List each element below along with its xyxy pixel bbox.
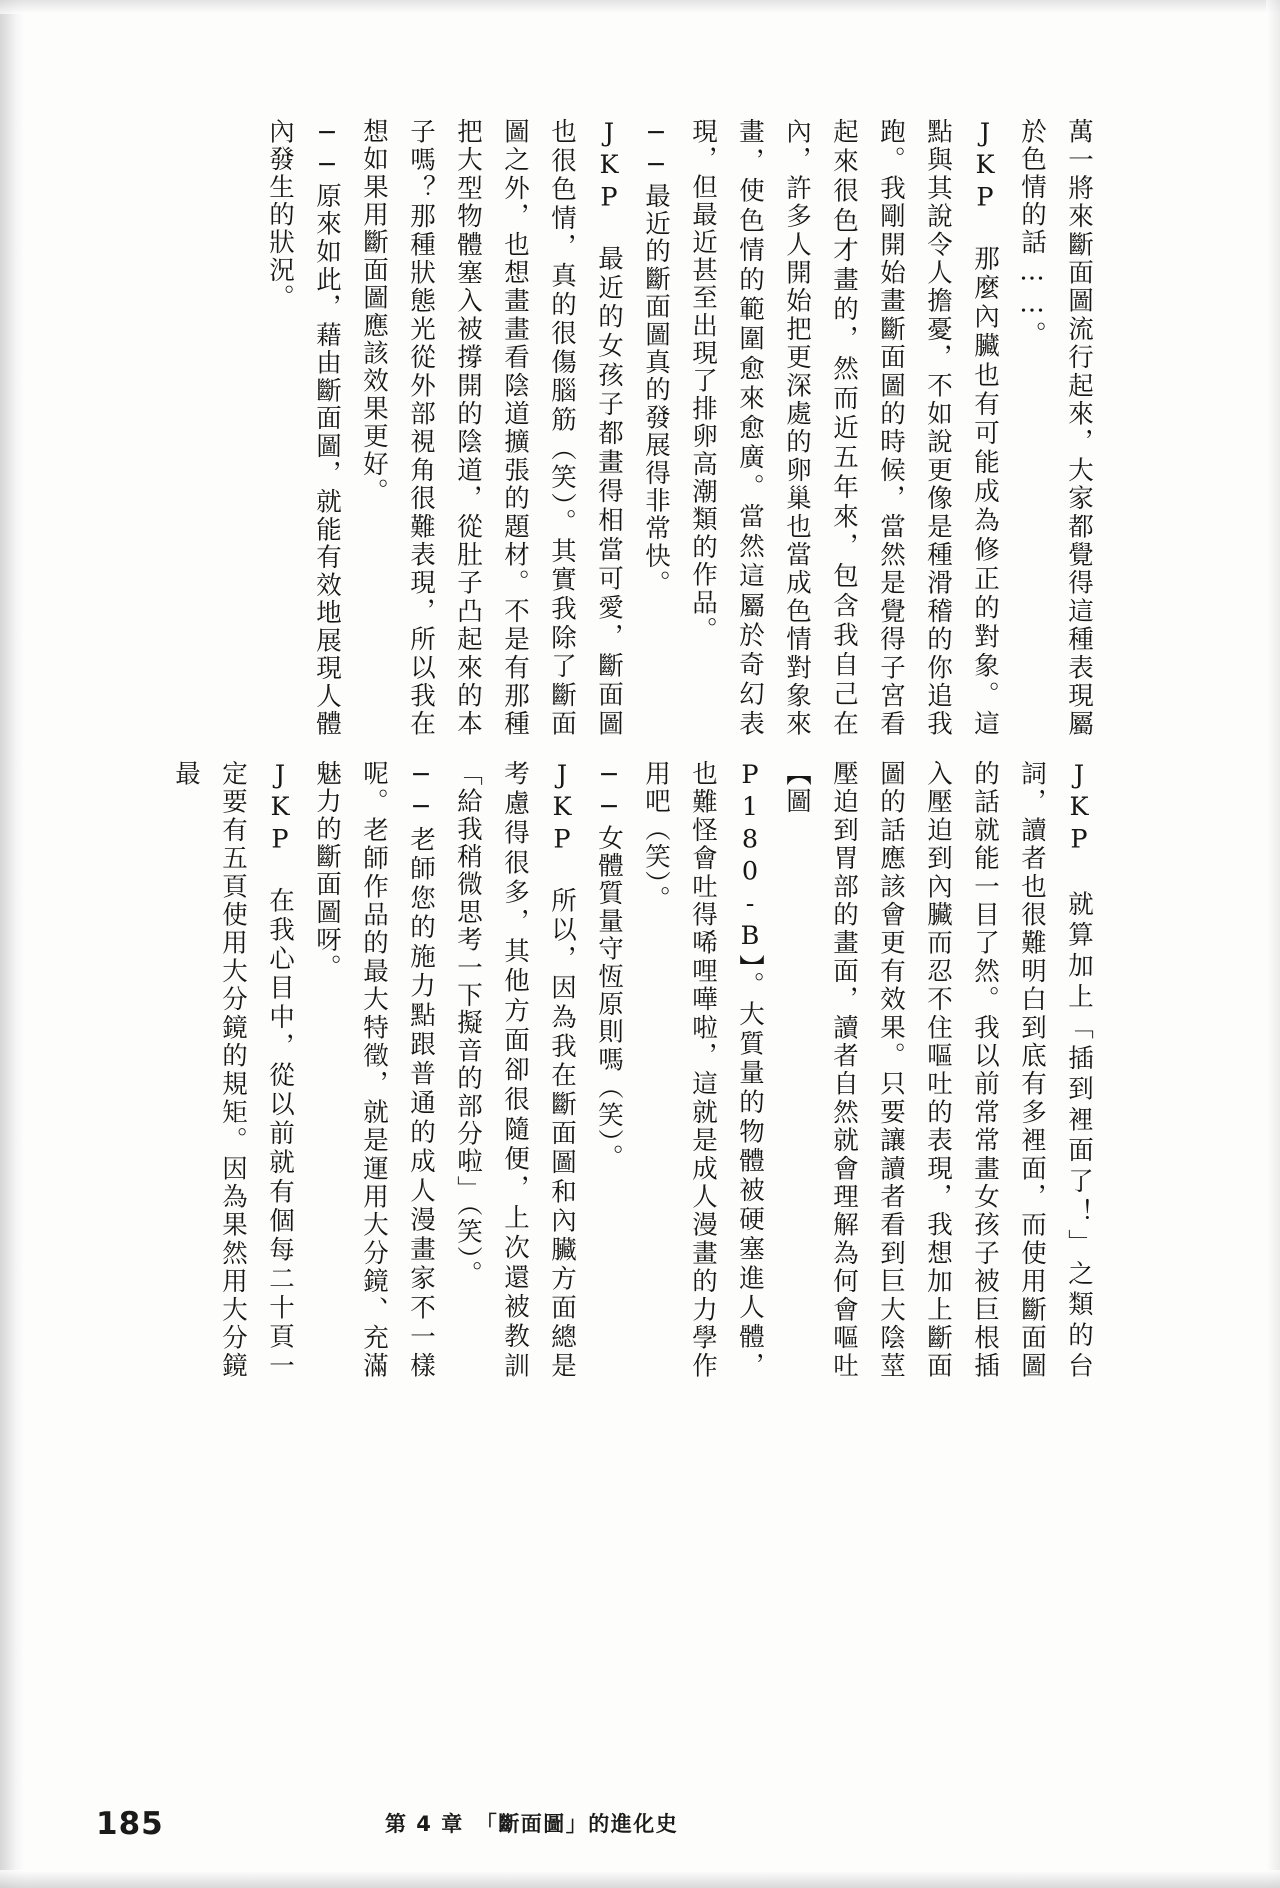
paragraph: ──原來如此，藉由斷面圖，就能有效地展現人體內發生的狀況。 — [265, 118, 342, 738]
paragraph: JKP 就算加上「插到裡面了！」之類的台詞，讀者也很難明白到底有多裡面，而使用斷面圖的話就能一目了然。我以前常常畫女孩子被巨根插入壓迫到內臟而忍不住嘔吐的表現，我想加上斷面圖的話應該會更有效果。只要讓讀者看到巨大陰莖壓迫到胃部的畫面，讀者自然就會理解為何會嘔吐【圖 — [782, 760, 1094, 1380]
page-footer — [0, 1802, 1280, 1842]
page-edge-shadow-right — [1266, 0, 1280, 1888]
page-number: 185 — [96, 1806, 164, 1842]
paragraph: 萬一將來斷面圖流行起來，大家都覺得這種表現屬於色情的話……。 — [1017, 118, 1094, 738]
paragraph: ──最近的斷面圖真的發展得非常快。 — [641, 118, 671, 598]
paragraph: ──老師您的施力點跟普通的成人漫畫家不一樣呢。老師作品的最大特徵，就是運用大分鏡、充滿魅力的斷面圖呀。 — [312, 760, 436, 1380]
paragraph: JKP 那麼內臟也有可能成為修正的對象。這點與其說令人擔憂，不如說更像是種滑稽的你追我跑。我剛開始畫斷面圖的時候，當然是覺得子宮看起來很色才畫的，然而近五年來，包含我自己在內，許多人開始把更深處的卵巢也當成色情對象來畫，使色情的範圍愈來愈廣。當然這屬於奇幻表現，但最近甚至出現了排卵高潮類的作品。 — [688, 118, 1000, 738]
page-edge-shadow-left — [0, 0, 26, 1888]
page-edge-shadow-bottom — [0, 1870, 1280, 1888]
paragraph: JKP 所以，因為我在斷面圖和內臟方面總是考慮得很多，其他方面卻很隨便，上次還被教訓「給我稍微思考一下擬音的部分啦」（笑）。 — [453, 760, 577, 1380]
chapter-label: 第 4 章 「斷面圖」的進化史 — [385, 1812, 679, 1836]
body-text-upper-block — [265, 118, 1102, 738]
page-edge-shadow-top — [0, 0, 1280, 14]
paragraph: JKP 最近的女孩子都畫得相當可愛，斷面圖也很色情，真的很傷腦筋（笑）。其實我除了斷面圖之外，也想畫畫看陰道擴張的題材。不是有那種把大型物體塞入被撐開的陰道，從肚子凸起來的本子嗎？那種狀態光從外部視角很難表現，所以我在想如果用斷面圖應該效果更好。 — [359, 118, 624, 738]
body-text-lower-block — [171, 760, 1102, 1380]
paragraph: ──女體質量守恆原則嗎（笑）。 — [594, 760, 624, 1172]
paragraph: P180-B】。大質量的物體被硬塞進人體，也難怪會吐得唏哩嘩啦，這就是成人漫畫的力學作用吧（笑）。 — [641, 760, 765, 1380]
paragraph: JKP 在我心目中，從以前就有個每二十頁一定要有五頁使用大分鏡的規矩。因為果然用大分鏡最 — [171, 760, 295, 1380]
